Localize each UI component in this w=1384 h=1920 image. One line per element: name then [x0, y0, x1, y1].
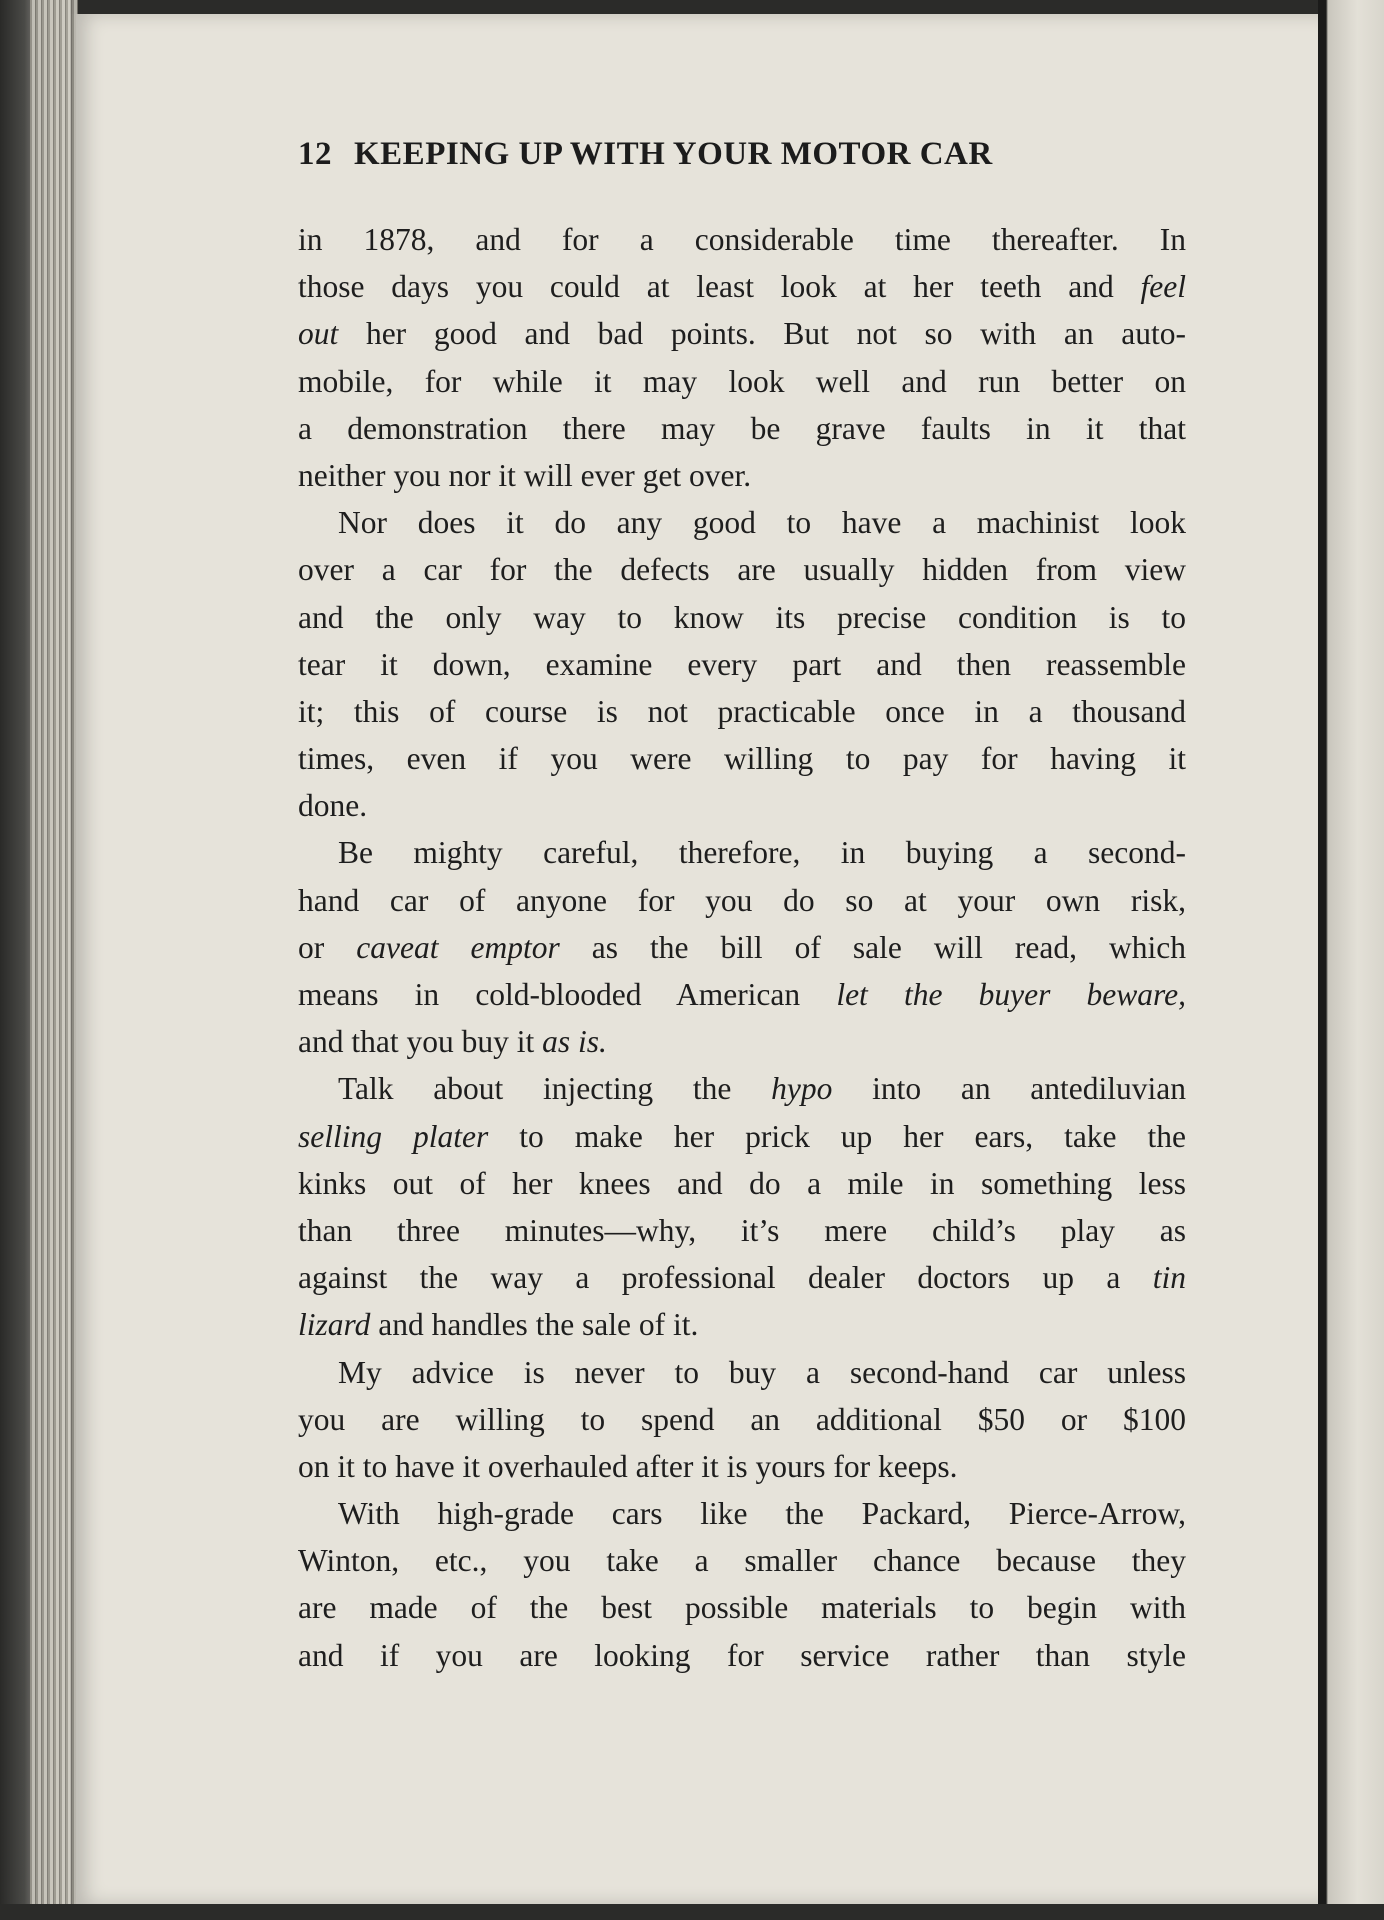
text-line: than three minutes—why, it’s mere child’s play as	[298, 1212, 1186, 1248]
page-stack-edges	[30, 0, 78, 1920]
italic-phrase: let the buyer beware,	[836, 977, 1186, 1012]
paragraph	[298, 829, 1186, 1065]
text-line: and the only way to know its precise condition is to	[298, 599, 1186, 635]
text-line: those days you could at least look at her teeth and feel	[298, 269, 1186, 305]
italic-phrase: out	[298, 316, 339, 352]
text-line: mobile, for while it may look well and run better on	[298, 363, 1186, 399]
text-line: hand car of anyone for you do so at your own risk,	[298, 882, 1186, 918]
paragraph	[298, 1065, 1186, 1348]
text-line: times, even if you were willing to pay for having it	[298, 741, 1186, 777]
text-line: tear it down, examine every part and then reassemble	[298, 646, 1186, 682]
text-line: on it to have it overhauled after it is yours for keeps.	[298, 1448, 958, 1484]
italic-phrase: feel	[1140, 269, 1186, 305]
text-line: kinks out of her knees and do a mile in something less	[298, 1165, 1186, 1201]
text-line: Nor does it do any good to have a machinist look	[338, 505, 1186, 541]
text-line: selling plater to make her prick up her ears, take the	[298, 1118, 1186, 1154]
italic-phrase: as is.	[542, 1024, 607, 1060]
text-line: and that you buy it as is.	[298, 1024, 607, 1060]
page-number: 12	[298, 136, 332, 172]
text-line: lizard and handles the sale of it.	[298, 1307, 699, 1343]
text-line: Winton, etc., you take a smaller chance because they	[298, 1543, 1186, 1579]
italic-phrase: selling plater	[298, 1118, 489, 1154]
text-line: done.	[298, 788, 368, 824]
facing-page-edge	[1318, 0, 1384, 1920]
paragraph	[298, 499, 1186, 829]
text-line: neither you nor it will ever get over.	[298, 457, 752, 493]
body-text	[298, 216, 1186, 1679]
paragraph	[298, 1490, 1186, 1679]
scan-bottom-border	[0, 1904, 1384, 1920]
text-line: Be mighty careful, therefore, in buying a second-	[338, 835, 1186, 871]
scan-top-border	[0, 0, 1384, 14]
running-header	[298, 136, 1158, 176]
text-line: My advice is never to buy a second-hand car unless	[338, 1354, 1186, 1390]
text-line: means in cold-blooded American let the buyer beware,	[298, 977, 1186, 1012]
text-line: With high-grade cars like the Packard, Pierce-Arrow,	[338, 1496, 1186, 1532]
text-line: over a car for the defects are usually hidden from view	[298, 552, 1186, 588]
text-line: and if you are looking for service rather than style	[298, 1637, 1186, 1673]
paragraph	[298, 1349, 1186, 1491]
italic-phrase: tin	[1152, 1260, 1186, 1296]
text-line: it; this of course is not practicable once in a thousand	[298, 693, 1186, 729]
text-line: you are willing to spend an additional $50 or $100	[298, 1401, 1186, 1437]
text-line: Talk about injecting the hypo into an antediluvian	[338, 1071, 1186, 1107]
text-line: in 1878, and for a considerable time thereafter. In	[298, 222, 1186, 257]
text-line: or caveat emptor as the bill of sale will read, which	[298, 929, 1186, 965]
text-line: are made of the best possible materials to begin with	[298, 1590, 1186, 1626]
text-line: a demonstration there may be grave faults in it that	[298, 410, 1186, 446]
running-title: KEEPING UP WITH YOUR MOTOR CAR	[354, 136, 993, 172]
text-line: out her good and bad points. But not so with an auto-	[298, 316, 1186, 352]
italic-phrase: hypo	[771, 1071, 833, 1107]
text-line: against the way a professional dealer doctors up a tin	[298, 1260, 1186, 1296]
italic-phrase: caveat emptor	[356, 929, 560, 965]
italic-phrase: lizard	[298, 1307, 371, 1343]
paragraph	[298, 216, 1186, 499]
